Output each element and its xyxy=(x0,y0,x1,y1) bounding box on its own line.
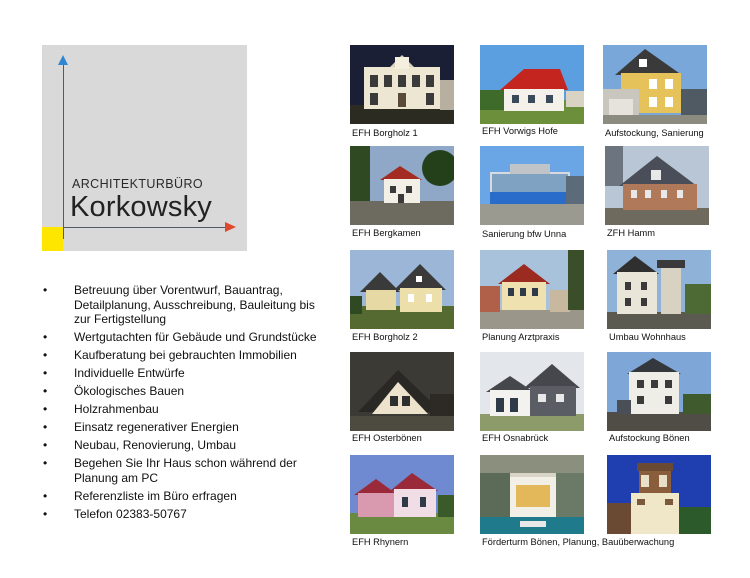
project-caption: EFH Rhynern xyxy=(352,537,409,547)
project-photo-efh-osnabrueck xyxy=(480,352,584,431)
project-photo-efh-osterboenen xyxy=(350,352,454,431)
service-item: • Holzrahmenbau xyxy=(42,402,332,417)
services-list xyxy=(42,283,332,525)
project-photo-zfh-hamm xyxy=(605,146,709,225)
logo-subtitle: ARCHITEKTURBÜRO xyxy=(72,177,204,191)
project-caption: EFH Bergkamen xyxy=(352,228,421,238)
project-photo-sanierung-bfw-unna xyxy=(480,146,584,225)
service-item: • Telefon 02383-50767 xyxy=(42,507,332,522)
project-photo-efh-rhynern xyxy=(350,455,454,534)
service-item: • Referenzliste im Büro erfragen xyxy=(42,489,332,504)
project-caption: Planung Arztpraxis xyxy=(482,332,560,342)
project-caption: Aufstockung, Sanierung xyxy=(605,128,704,138)
project-photo-aufstockung-sanierung xyxy=(603,45,707,124)
project-caption: EFH Vorwigs Hofe xyxy=(482,126,558,136)
service-item: • Individuelle Entwürfe xyxy=(42,366,332,381)
project-photo-umbau-wohnhaus xyxy=(607,250,711,329)
logo-vertical-line xyxy=(63,63,64,239)
project-photo-efh-borgholz-2 xyxy=(350,250,454,329)
project-caption: ZFH Hamm xyxy=(607,228,656,238)
project-photo-planung-arztpraxis xyxy=(480,250,584,329)
logo-name: Korkowsky xyxy=(70,191,212,223)
arrow-right-icon xyxy=(225,222,236,232)
logo-yellow-square xyxy=(42,227,63,251)
project-caption: EFH Borgholz 1 xyxy=(352,128,418,138)
project-caption: EFH Borgholz 2 xyxy=(352,332,418,342)
service-item: • Wertgutachten für Gebäude und Grundstücke xyxy=(42,330,332,345)
project-caption: Umbau Wohnhaus xyxy=(609,332,686,342)
project-caption: Förderturm Bönen, Planung, Bauüberwachung xyxy=(482,537,675,547)
project-caption: Sanierung bfw Unna xyxy=(482,229,567,239)
arrow-up-icon xyxy=(58,55,68,65)
project-photo-foerderturm-boenen xyxy=(480,455,584,534)
project-caption: EFH Osterbönen xyxy=(352,433,422,443)
service-item: • Betreuung über Vorentwurf, Bauantrag, Detailplanung, Ausschreibung, Bauleitung bis zur Fertigstellung xyxy=(42,283,332,327)
project-photo-aufstockung-boenen xyxy=(607,352,711,431)
company-logo xyxy=(42,45,247,251)
service-item: • Neubau, Renovierung, Umbau xyxy=(42,438,332,453)
logo-horizontal-line xyxy=(52,227,230,228)
project-photo-efh-borgholz-1 xyxy=(350,45,454,124)
project-photo-efh-vorwigs-hofe xyxy=(480,45,584,124)
service-item: • Kaufberatung bei gebrauchten Immobilien xyxy=(42,348,332,363)
project-caption: Aufstockung Bönen xyxy=(609,433,690,443)
service-item: • Ökologisches Bauen xyxy=(42,384,332,399)
project-photo-efh-bergkamen xyxy=(350,146,454,225)
project-photo-tower xyxy=(607,455,711,534)
project-caption: EFH Osnabrück xyxy=(482,433,549,443)
service-item: • Begehen Sie Ihr Haus schon während der Planung am PC xyxy=(42,456,332,485)
service-item: • Einsatz regenerativer Energien xyxy=(42,420,332,435)
